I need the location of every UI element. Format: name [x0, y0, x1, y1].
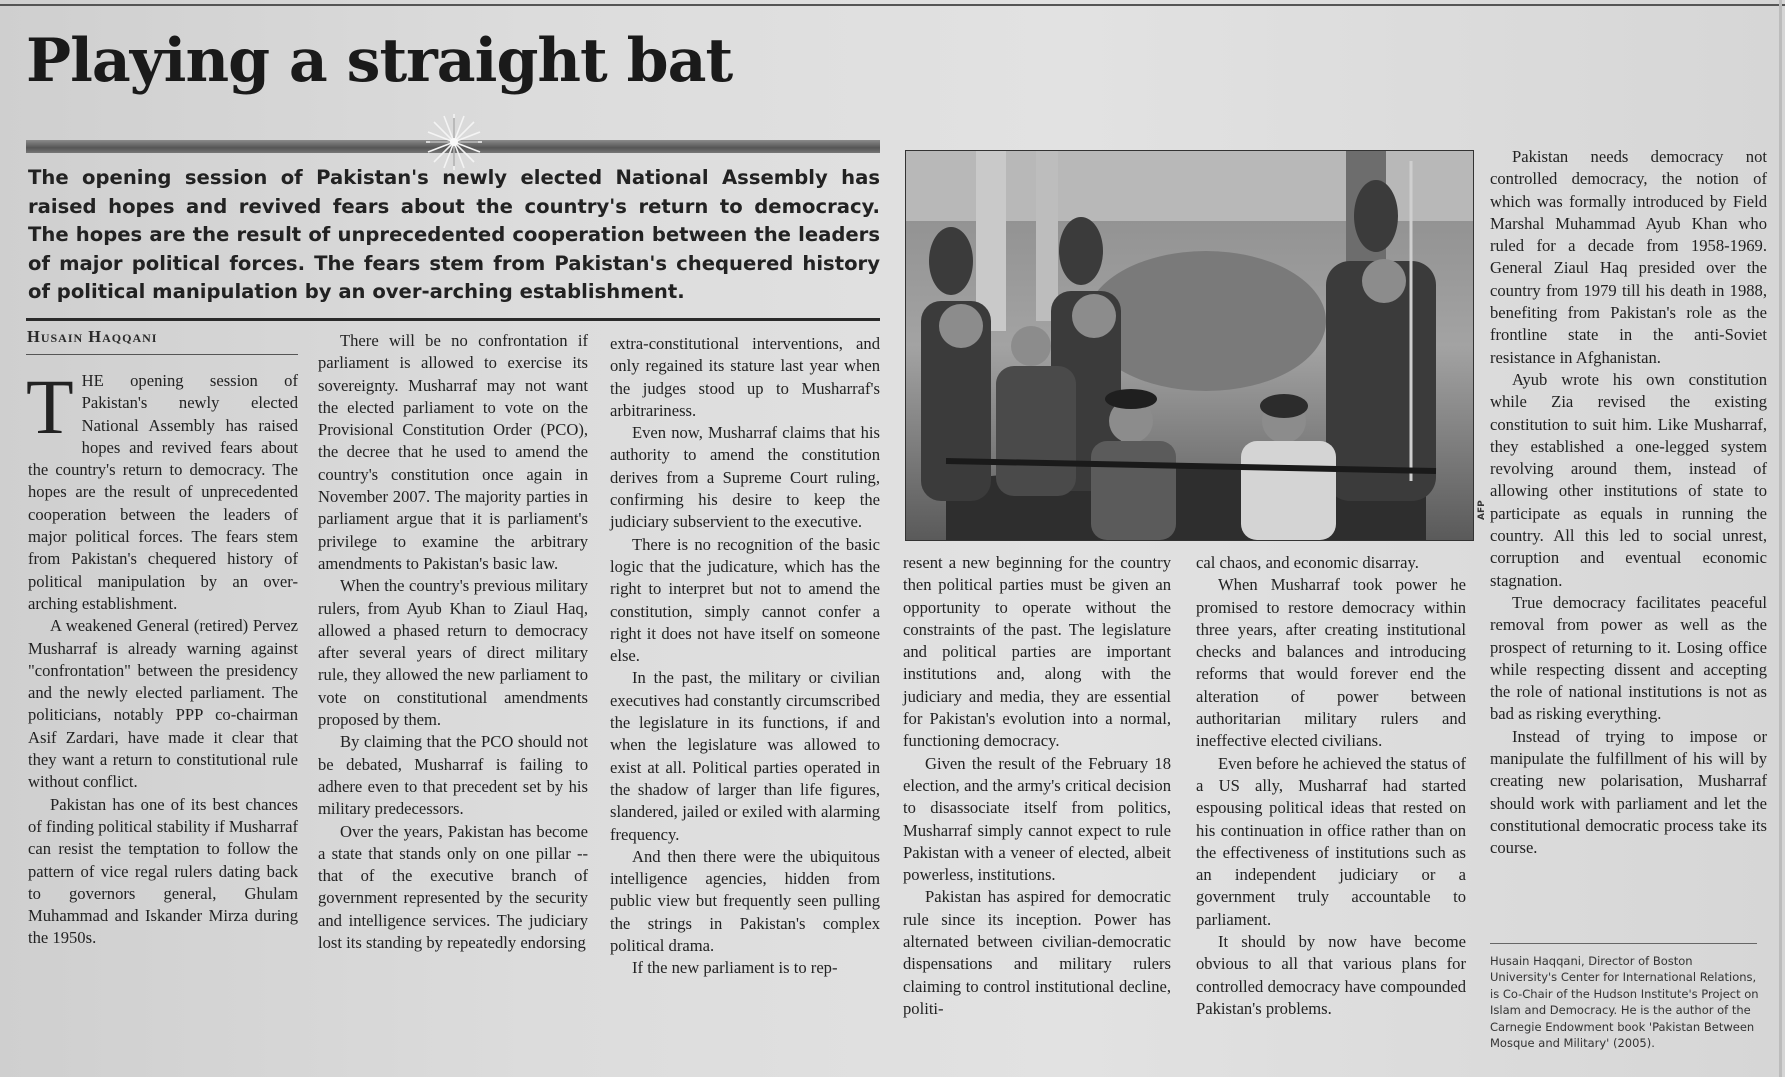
byline-rule: [26, 354, 298, 355]
author-bio: Husain Haqqani, Director of Boston University's Center for International Relations, is Co-Chair of the Hudson Institute's Project on Islam and Democracy. He is the author of the Carnegie Endowment book 'Pakistan Between Mosque and Military' (2005).: [1490, 954, 1759, 1051]
headline: Playing a straight bat: [26, 26, 733, 96]
byline: Husain Haqqani: [27, 327, 158, 346]
paragraph: Instead of trying to impose or manipulate the fulfillment of his will by creating new polarisation, Musharraf should work with parliament and let the constitutional democratic process take its course.: [1490, 726, 1767, 858]
paragraph: Over the years, Pakistan has become a state that stands only on one pillar -- that of the executive branch of government represented by the security and intelligence services. The judiciary lost its standing by repeatedly endorsing: [318, 821, 588, 953]
column-6: [1490, 146, 1767, 860]
drop-cap: T: [26, 363, 74, 450]
paragraph: If the new parliament is to rep-: [632, 958, 838, 978]
column-5: [1196, 552, 1466, 1020]
paragraph: [26, 363, 298, 615]
standfirst-rule: [26, 318, 880, 321]
paragraph: Even before he achieved the status of a US ally, Musharraf had started espousing political ideas that rested on his continuation in office rather than on the effectiveness of institutions such as an independent judiciary or a government truly accountable to parliament.: [1196, 753, 1466, 929]
paragraph: A weakened General (retired) Pervez Musharraf is already warning against "confrontation" between the presidency and the newly elected parliament. The politicians, notably PPP co-chairman Asif Zardari, have made it clear that they want a return to constitutional rule without conflict.: [28, 616, 298, 792]
paragraph: True democracy facilitates peaceful removal from power as well as the prospect of returning to it. Losing office while respecting dissent and accepting the role of national institutions is not as bad as risking everything.: [1490, 592, 1767, 724]
paragraph: resent a new beginning for the country then political parties must be given an opportunity to operate without the constraints of the past. The legislature and political parties are important institutions and, along with the judiciary and media, they are essential for Pakistan's evolution into a normal, functioning democracy.: [903, 553, 1171, 751]
column-3: [610, 333, 880, 980]
paragraph: And then there were the ubiquitous intelligence agencies, hidden from public view but frequently seen pulling the strings in Pakistan's complex political drama.: [610, 846, 880, 956]
paragraph: Pakistan needs democracy not controlled democracy, the notion of which was formally introduced by Field Marshal Muhammad Ayub Khan who ruled for a decade from 1958-1969. General Ziaul Haq presided over the country from 1979 till his death in 1988, benefiting from Pakistan's role as the frontline state in the anti-Soviet resistance in Afghanistan.: [1490, 147, 1767, 367]
paragraph: There will be no confrontation if parliament is allowed to exercise its sovereignty. Musharraf may not want the elected parliament to vote on the Provisional Constitution Order (PCO), the decree that he used to amend the country's constitution once again in November 2007. The majority parties in parliament argue that it is parliament's privilege to examine the arbitrary amendments to Pakistan's basic law.: [318, 331, 588, 573]
paragraph: cal chaos, and economic disarray.: [1196, 553, 1419, 572]
paragraph: It should by now have become obvious to all that various plans for controlled democracy have compounded Pakistan's problems.: [1196, 932, 1466, 1018]
paragraph: Ayub wrote his own constitution while Zia revised the existing constitution to suit him. Like Musharraf, they established a one-legged system revolving around them, instead of allowing other institutions of state to participate as equals in running the country. All this led to social unrest, corruption and eventual economic stagnation.: [1490, 369, 1767, 590]
standfirst: The opening session of Pakistan's newly elected National Assembly has raised hopes and revived fears about the country's return to democracy. The hopes are the result of unprecedented cooperation between the leaders of major political forces. The fears stem from Pakistan's chequered history of political manipulation by an over-arching establishment.: [28, 166, 880, 303]
news-photo: [905, 150, 1474, 541]
paragraph: There is no recognition of the basic logic that the judicature, which has the right to interpret but not to amend the constitution, simply cannot confer a right it does not have itself on someone else.: [610, 534, 880, 666]
page-edge: [1779, 0, 1782, 1077]
paragraph: Pakistan has aspired for democratic rule since its inception. Power has alternated between civilian-democratic dispensations and military rulers claiming to control institutional decline, politi-: [903, 887, 1171, 1018]
paragraph: In the past, the military or civilian executives had constantly circumscribed the legislature in its functions, if and when the legislature was allowed to exist at all. Political parties operated in the shadow of larger than life figures, slandered, jailed or exiled with alarming frequency.: [610, 668, 880, 844]
photo-illustration: [906, 151, 1473, 540]
paragraph: By claiming that the PCO should not be debated, Musharraf is failing to adhere even to that precedent set by his military predecessors.: [318, 732, 588, 819]
paragraph-text: HE opening session of Pakistan's newly elected National Assembly has raised hopes and revived fears about the country's return to democracy. The hopes are the result of unprecedented cooperation between the leaders of major political forces. The fears stem from Pakistan's chequered history of political manipulation by an over-arching establishment.: [28, 371, 298, 613]
photo-credit: AFP: [1477, 500, 1487, 520]
bio-rule: [1490, 943, 1757, 944]
paragraph: When the country's previous military rulers, from Ayub Khan to Ziaul Haq, allowed a phased return to democracy after several years of direct military rule, they allowed the new parliament to vote on constitutional amendments proposed by them.: [318, 576, 588, 730]
top-rule: [0, 4, 1785, 6]
paragraph: Pakistan has one of its best chances of finding political stability if Musharraf can resist the temptation to follow the pattern of vice regal rulers dating back to governors general, Ghulam Muhammad and Iskander Mirza during the 1950s.: [28, 794, 298, 948]
column-2: [318, 330, 588, 954]
paragraph: Even now, Musharraf claims that his authority to amend the constitution derives from a Supreme Court ruling, confirming his desire to keep the judiciary subservient to the executive.: [610, 423, 880, 532]
paragraph: extra-constitutional interventions, and only regained its stature last year when the judges stood up to Musharraf's arbitrariness.: [610, 334, 880, 420]
column-4: [903, 552, 1171, 1020]
starburst-icon: [424, 112, 484, 172]
paragraph: Given the result of the February 18 election, and the army's critical decision to disassociate itself from politics, Musharraf simply cannot expect to rule Pakistan with a veneer of elected, albeit powerless, institutions.: [903, 753, 1171, 885]
column-1: [26, 363, 298, 950]
paragraph: When Musharraf took power he promised to restore democracy within three years, after creating institutional checks and balances and introducing reforms that would forever end the alteration of power between authoritarian military rulers and ineffective elected civilians.: [1196, 575, 1466, 751]
